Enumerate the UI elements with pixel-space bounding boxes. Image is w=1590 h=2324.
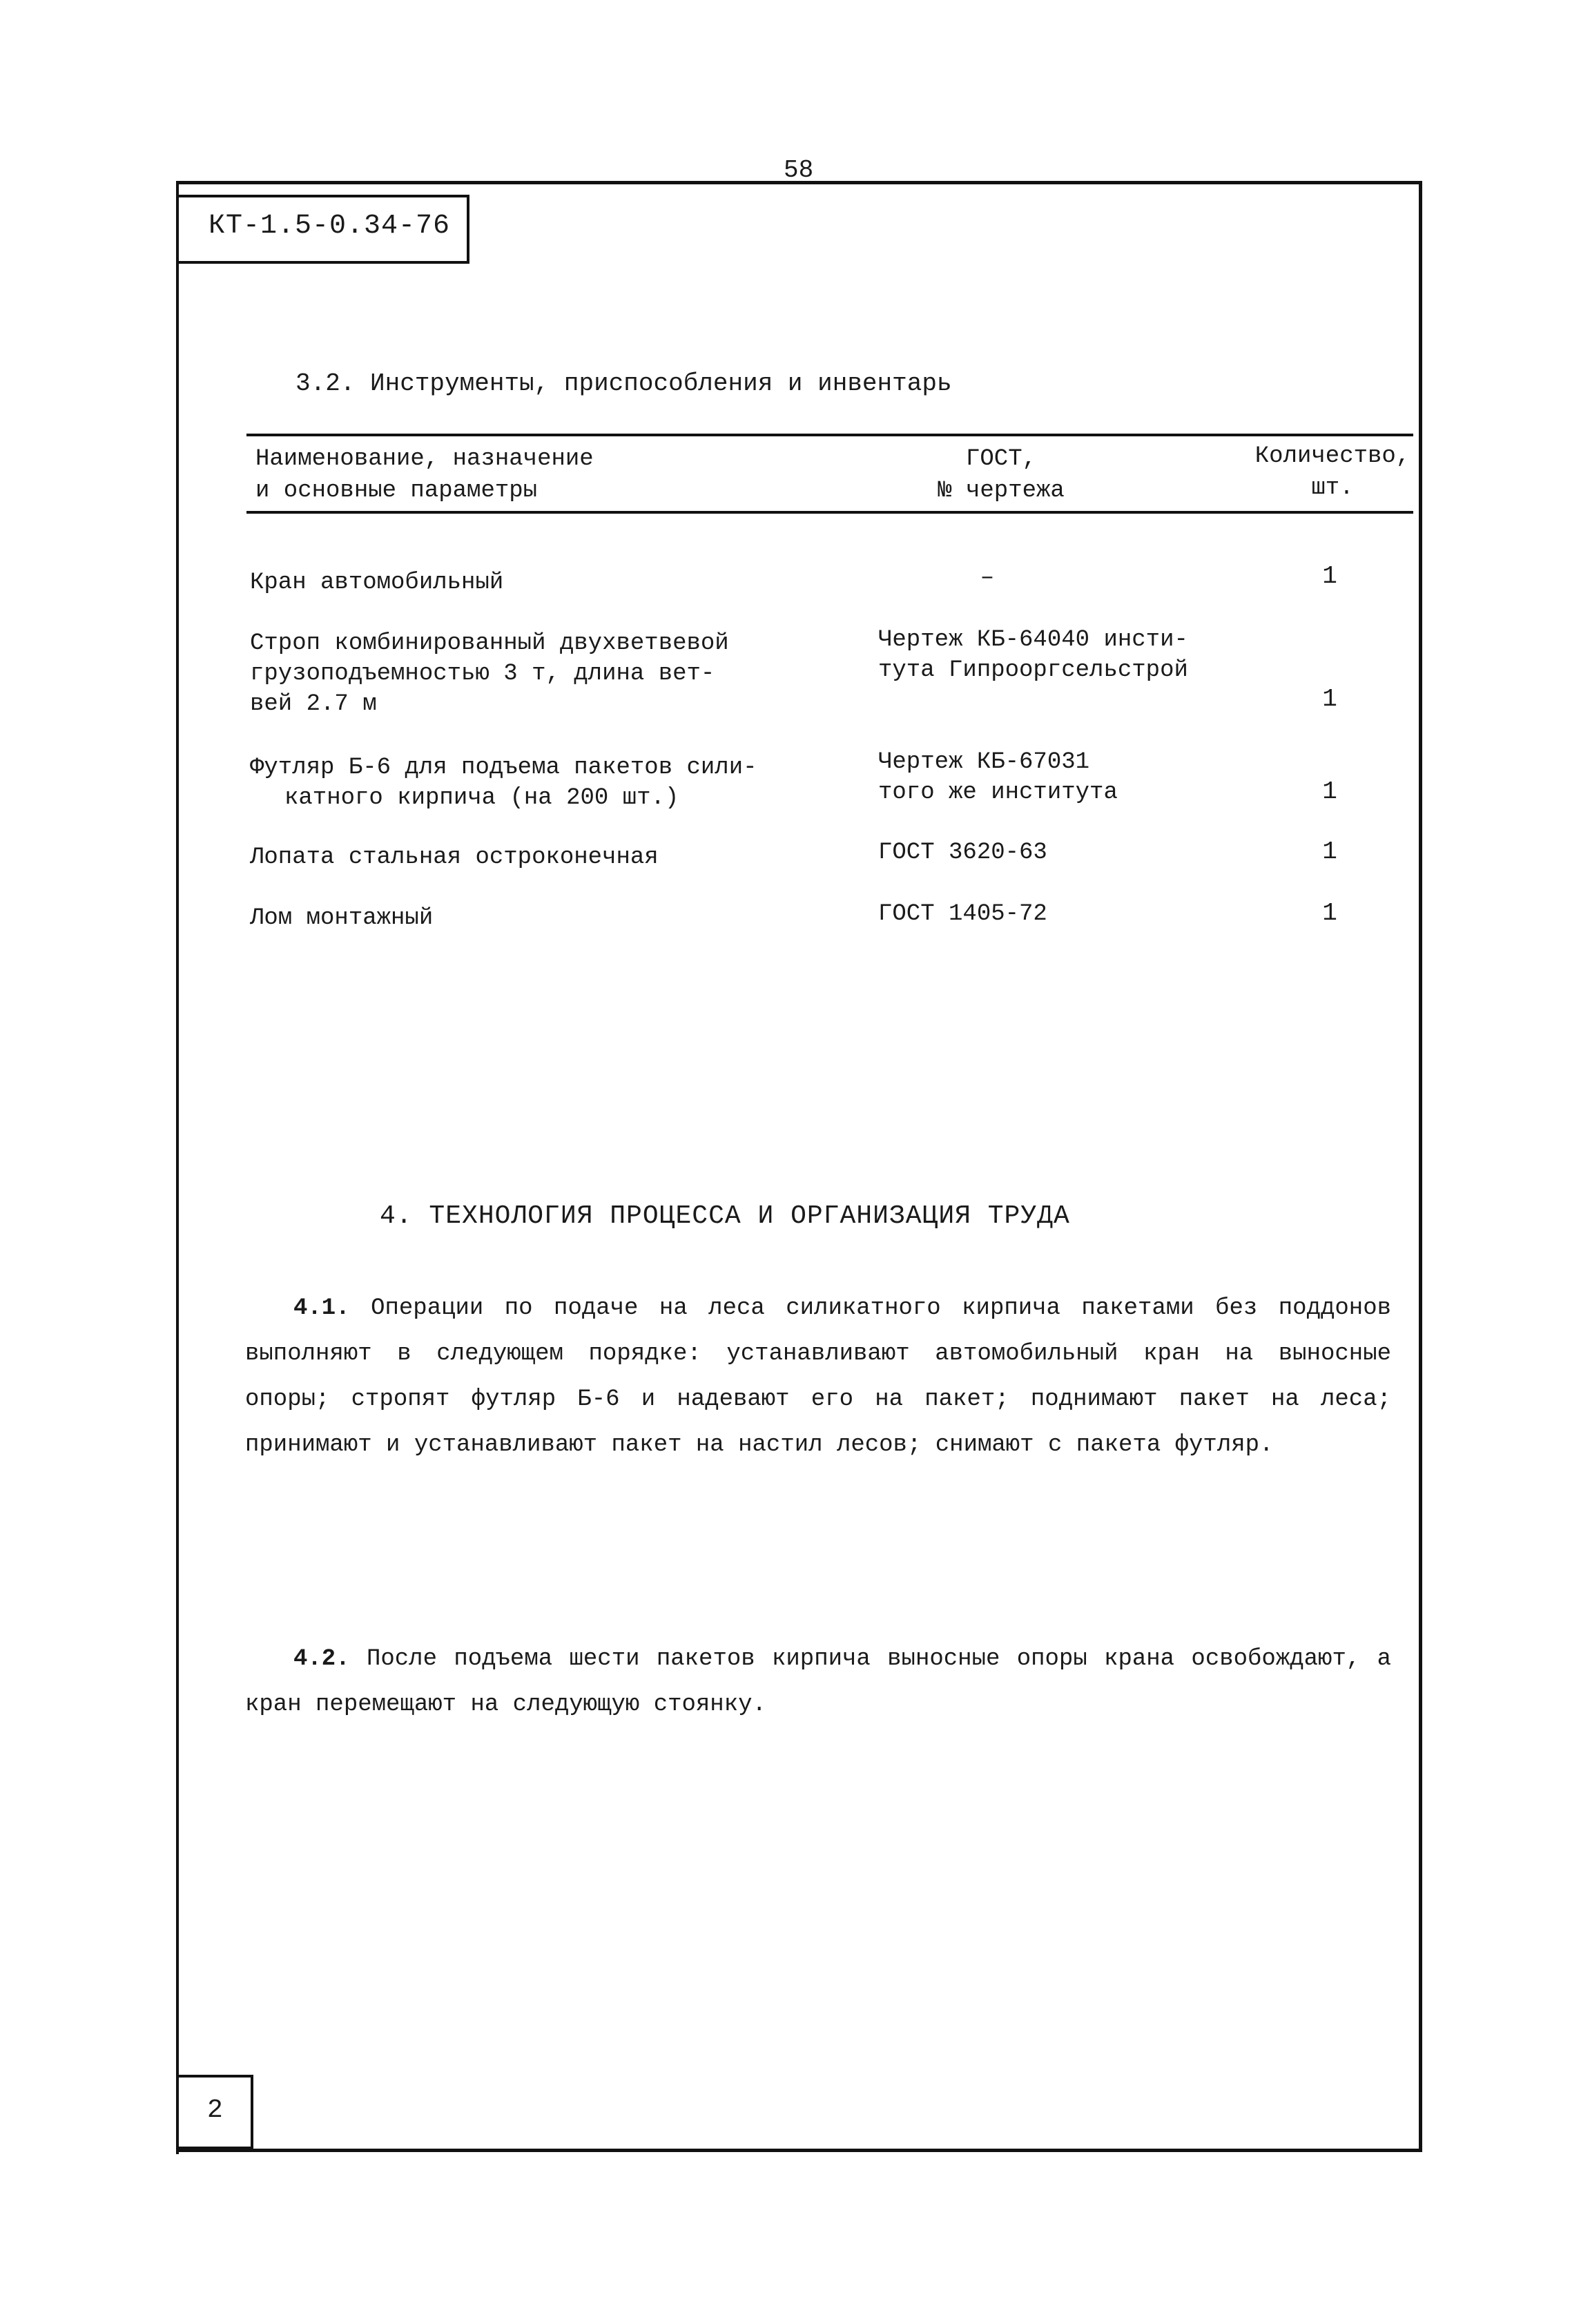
section-4-heading: 4. ТЕХНОЛОГИЯ ПРОЦЕССА И ОРГАНИЗАЦИЯ ТРУДА — [380, 1201, 1070, 1231]
table-row-gost: ГОСТ 1405-72 — [878, 901, 1047, 927]
header-quantity: Количество, шт. — [1254, 443, 1410, 501]
table-row-name: Лом монтажный — [250, 905, 434, 931]
paragraph-4-2-text: После подъема шести пакетов кирпича выносные опоры крана освобождают, а кран перемещают на следующую стоянку. — [245, 1646, 1391, 1718]
table-header-rule — [246, 511, 1413, 514]
frame-bottom-border — [176, 2149, 1422, 2152]
table-row-qty: 1 — [1322, 685, 1337, 713]
table-row-name: Кран автомобильный — [250, 570, 504, 596]
table-row-gost: Чертеж КБ-67031 того же института — [878, 749, 1118, 806]
page-number-top: 58 — [784, 156, 814, 184]
header-name: Наименование, назначение и основные параметры — [255, 446, 594, 504]
table-row-qty: 1 — [1322, 562, 1337, 590]
document-code: КТ-1.5-0.34-76 — [209, 211, 451, 242]
table-row-qty: 1 — [1322, 837, 1337, 866]
page-number-bottom: 2 — [207, 2095, 223, 2125]
paragraph-4-2-number: 4.2. — [293, 1646, 350, 1672]
table-row-name: Строп комбинированный двухветвевой грузоподъемностью 3 т, длина вет- вей 2.7 м — [250, 630, 729, 717]
table-top-rule — [246, 434, 1413, 436]
table-row-qty: 1 — [1322, 777, 1337, 806]
table-row-name: Футляр Б-6 для подъема пакетов сили- катного кирпича (на 200 шт.) — [250, 755, 757, 811]
table-row-gost: Чертеж КБ-64040 инсти- тута Гипрооргсельстрой — [878, 627, 1188, 684]
table-row-qty: 1 — [1322, 899, 1337, 927]
section-3-2-title: 3.2. Инструменты, приспособления и инвентарь — [295, 369, 952, 398]
table-row-name: Лопата стальная остроконечная — [250, 844, 659, 871]
table-row-gost: ГОСТ 3620-63 — [878, 840, 1047, 866]
header-gost: ГОСТ, № чертежа — [938, 446, 1065, 504]
paragraph-4-1-number: 4.1. — [293, 1295, 350, 1321]
paragraph-4-2 — [245, 1636, 1391, 1727]
paragraph-4-1-text: Операции по подаче на леса силикатного кирпича пакетами без поддонов выполняют в следующем порядке: устанавливают автомобильный кран на выносные опоры; стропят футляр Б-6 и надевают его на пакет; поднимают пакет на леса; принимают и устанавливают пакет на настил лесов; снимают с пакета футляр. — [245, 1295, 1391, 1458]
table-row-gost: – — [980, 565, 995, 591]
paragraph-4-1 — [245, 1286, 1391, 1468]
frame-left-border — [176, 181, 179, 2154]
